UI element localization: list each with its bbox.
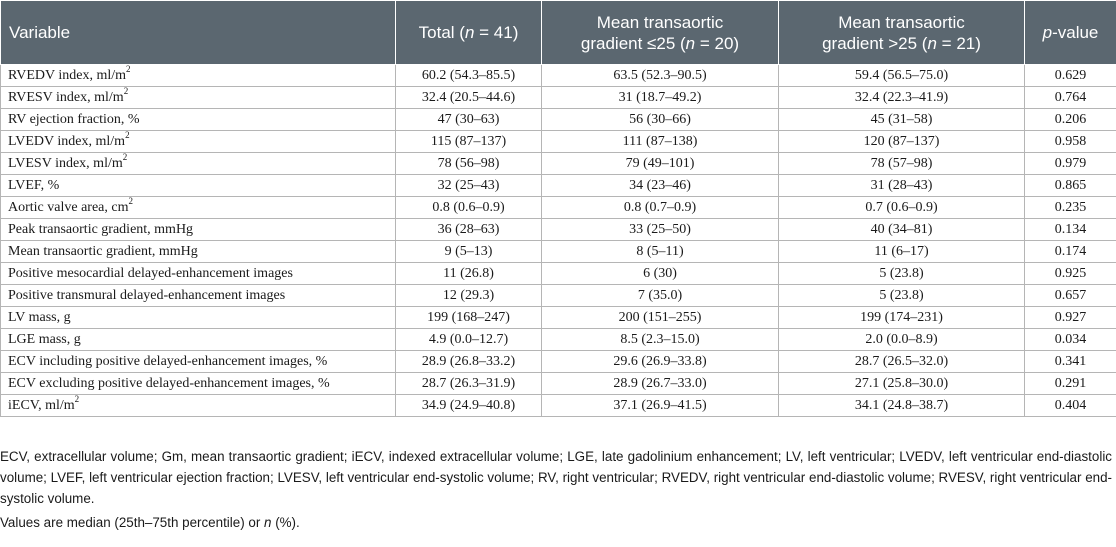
cell-gradient-high: 199 (174–231) <box>779 307 1025 329</box>
cell-total: 78 (56–98) <box>396 153 542 175</box>
cell-total: 36 (28–63) <box>396 219 542 241</box>
cell-gradient-low: 37.1 (26.9–41.5) <box>542 395 779 417</box>
cell-variable: Aortic valve area, $cm^2$ <box>1 197 396 219</box>
header-row <box>1 1 1116 65</box>
cell-gradient-low: 56 (30–66) <box>542 109 779 131</box>
cell-p-value: 0.174 <box>1025 241 1116 263</box>
cell-gradient-high: 78 (57–98) <box>779 153 1025 175</box>
cell-variable: ECV including positive delayed-enhancement images, % <box>1 351 396 373</box>
cell-gradient-low: 0.8 (0.7–0.9) <box>542 197 779 219</box>
table-row <box>1 307 1116 329</box>
cell-variable: ECV excluding positive delayed-enhancement images, % <box>1 373 396 395</box>
cell-p-value: 0.404 <box>1025 395 1116 417</box>
cell-p-value: 0.134 <box>1025 219 1116 241</box>
cell-gradient-high: 34.1 (24.8–38.7) <box>779 395 1025 417</box>
header-total: Total (n = 41) <box>396 1 542 65</box>
cell-gradient-low: 31 (18.7–49.2) <box>542 87 779 109</box>
cell-gradient-low: 200 (151–255) <box>542 307 779 329</box>
table-body <box>1 65 1116 417</box>
cell-total: 34.9 (24.9–40.8) <box>396 395 542 417</box>
cell-gradient-low: 29.6 (26.9–33.8) <box>542 351 779 373</box>
cell-gradient-low: 33 (25–50) <box>542 219 779 241</box>
cell-variable: iECV, $ml/m^2$ <box>1 395 396 417</box>
cell-gradient-high: 11 (6–17) <box>779 241 1025 263</box>
cell-total: 32.4 (20.5–44.6) <box>396 87 542 109</box>
cell-gradient-high: 27.1 (25.8–30.0) <box>779 373 1025 395</box>
cell-gradient-high: 120 (87–137) <box>779 131 1025 153</box>
cell-total: 4.9 (0.0–12.7) <box>396 329 542 351</box>
cell-p-value: 0.927 <box>1025 307 1116 329</box>
table-row <box>1 131 1116 153</box>
cell-gradient-low: 7 (35.0) <box>542 285 779 307</box>
cell-total: 0.8 (0.6–0.9) <box>396 197 542 219</box>
cell-variable: RV ejection fraction, % <box>1 109 396 131</box>
cell-gradient-high: 32.4 (22.3–41.9) <box>779 87 1025 109</box>
table-row <box>1 263 1116 285</box>
cell-p-value: 0.657 <box>1025 285 1116 307</box>
cell-total: 60.2 (54.3–85.5) <box>396 65 542 87</box>
header-gradient-low: Mean transaortic gradient ≤25 (n = 20) <box>542 1 779 65</box>
cell-variable: RVESV index, $ml/m^2$ <box>1 87 396 109</box>
cell-gradient-low: 79 (49–101) <box>542 153 779 175</box>
cell-total: 28.7 (26.3–31.9) <box>396 373 542 395</box>
cell-p-value: 0.925 <box>1025 263 1116 285</box>
cell-total: 47 (30–63) <box>396 109 542 131</box>
table-row <box>1 351 1116 373</box>
cell-variable: RVEDV index, $ml/m^2$ <box>1 65 396 87</box>
cell-gradient-high: 28.7 (26.5–32.0) <box>779 351 1025 373</box>
cell-variable: LVEDV index, $ml/m^2$ <box>1 131 396 153</box>
cell-gradient-high: 40 (34–81) <box>779 219 1025 241</box>
values-note: Values are median (25th–75th percentile) or n (%). <box>0 515 300 530</box>
cell-variable: Peak transaortic gradient, mmHg <box>1 219 396 241</box>
cell-total: 11 (26.8) <box>396 263 542 285</box>
cell-gradient-high: 2.0 (0.0–8.9) <box>779 329 1025 351</box>
cell-p-value: 0.764 <box>1025 87 1116 109</box>
cell-total: 9 (5–13) <box>396 241 542 263</box>
table-row <box>1 219 1116 241</box>
header-variable: Variable <box>1 1 396 65</box>
cell-gradient-high: 0.7 (0.6–0.9) <box>779 197 1025 219</box>
table-row <box>1 197 1116 219</box>
table-row <box>1 329 1116 351</box>
cell-gradient-low: 111 (87–138) <box>542 131 779 153</box>
cell-gradient-low: 28.9 (26.7–33.0) <box>542 373 779 395</box>
cell-p-value: 0.341 <box>1025 351 1116 373</box>
cell-p-value: 0.958 <box>1025 131 1116 153</box>
cell-gradient-high: 45 (31–58) <box>779 109 1025 131</box>
table-row <box>1 109 1116 131</box>
table-row <box>1 87 1116 109</box>
table-row <box>1 285 1116 307</box>
cell-p-value: 0.235 <box>1025 197 1116 219</box>
cell-p-value: 0.979 <box>1025 153 1116 175</box>
cell-gradient-low: 6 (30) <box>542 263 779 285</box>
cell-p-value: 0.629 <box>1025 65 1116 87</box>
cell-p-value: 0.865 <box>1025 175 1116 197</box>
cell-total: 12 (29.3) <box>396 285 542 307</box>
header-p-value: p-value <box>1025 1 1116 65</box>
cell-variable: LV mass, g <box>1 307 396 329</box>
header-gradient-high: Mean transaortic gradient >25 (n = 21) <box>779 1 1025 65</box>
table-row <box>1 175 1116 197</box>
cell-gradient-low: 8.5 (2.3–15.0) <box>542 329 779 351</box>
cell-gradient-low: 8 (5–11) <box>542 241 779 263</box>
cell-variable: Mean transaortic gradient, mmHg <box>1 241 396 263</box>
footnotes <box>0 446 1112 533</box>
cell-gradient-high: 5 (23.8) <box>779 263 1025 285</box>
cell-p-value: 0.291 <box>1025 373 1116 395</box>
cell-variable: LGE mass, g <box>1 329 396 351</box>
table-row <box>1 373 1116 395</box>
table-row <box>1 65 1116 87</box>
table-row <box>1 395 1116 417</box>
cell-p-value: 0.206 <box>1025 109 1116 131</box>
cell-total: 115 (87–137) <box>396 131 542 153</box>
cell-gradient-high: 5 (23.8) <box>779 285 1025 307</box>
cell-gradient-low: 34 (23–46) <box>542 175 779 197</box>
cell-total: 28.9 (26.8–33.2) <box>396 351 542 373</box>
cell-variable: LVEF, % <box>1 175 396 197</box>
cell-total: 32 (25–43) <box>396 175 542 197</box>
cell-p-value: 0.034 <box>1025 329 1116 351</box>
cell-gradient-low: 63.5 (52.3–90.5) <box>542 65 779 87</box>
table-row <box>1 153 1116 175</box>
abbreviations-note: ECV, extracellular volume; Gm, mean transaortic gradient; iECV, indexed extracellular volume; LGE, late gadolinium enhancement; LV, left ventricular; LVEDV, left ventricular end-diastolic volume; LVEF, left ventricular ejection fraction; LVESV, left ventricular end-systolic volume; RV, right ventricular; RVEDV, right ventricular end-diastolic volume; RVESV, right ventricular end-systolic volume. <box>0 449 1112 506</box>
cell-variable: Positive transmural delayed-enhancement images <box>1 285 396 307</box>
cell-variable: Positive mesocardial delayed-enhancement images <box>1 263 396 285</box>
cell-gradient-high: 31 (28–43) <box>779 175 1025 197</box>
table-row <box>1 241 1116 263</box>
cell-variable: LVESV index, $ml/m^2$ <box>1 153 396 175</box>
cell-total: 199 (168–247) <box>396 307 542 329</box>
cell-gradient-high: 59.4 (56.5–75.0) <box>779 65 1025 87</box>
